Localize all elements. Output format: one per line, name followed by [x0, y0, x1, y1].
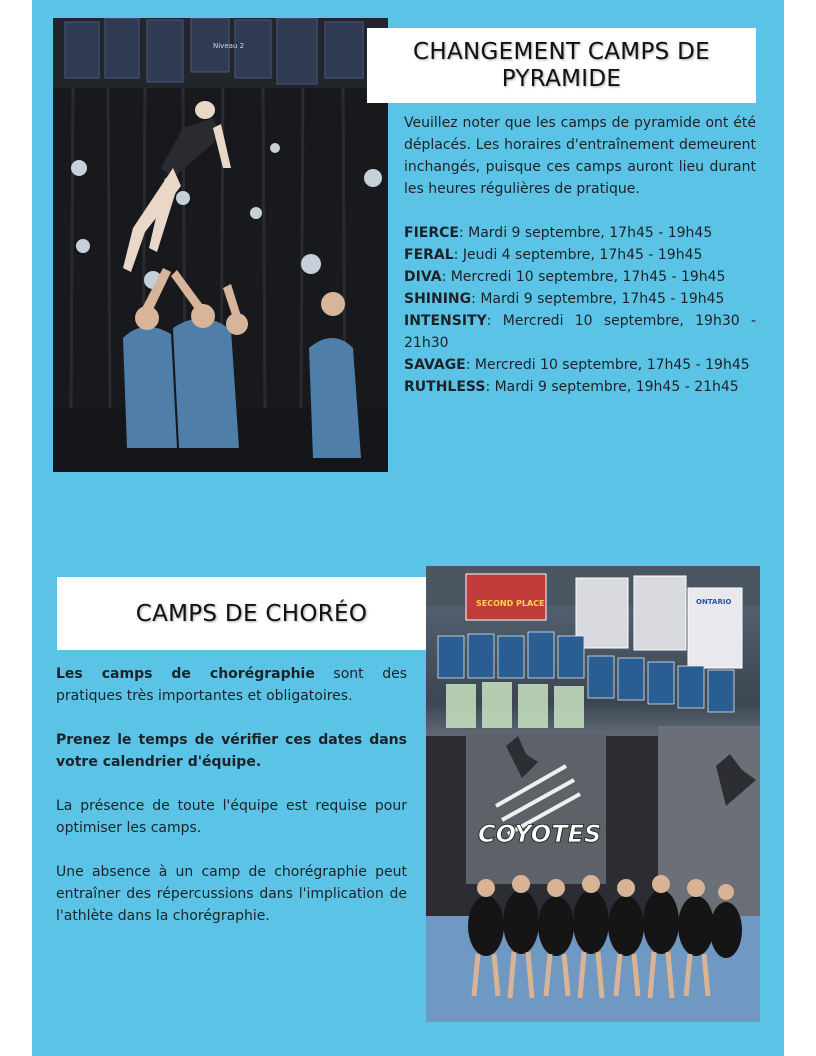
camp-team: RUTHLESS — [404, 379, 486, 395]
camp-team: SAVAGE — [404, 357, 466, 373]
section1-title-box — [367, 28, 756, 103]
banner-second-place: SECOND PLACE — [476, 599, 545, 608]
team-huddle-photo — [426, 566, 760, 1022]
camp-team: INTENSITY — [404, 313, 487, 329]
camp-schedule: : Mercredi 10 septembre, 19h30 - 21h30 — [404, 313, 756, 351]
section2-paragraph-3: La présence de toute l'équipe est requise pour optimiser les camps. — [56, 798, 407, 836]
section2-paragraph-1 — [56, 663, 407, 707]
section1-intro: Veuillez noter que les camps de pyramide ont été déplacés. Les horaires d'entraînement demeurent inchangés, puisque ces camps auront lieu durant les heures régulières de pratique. — [404, 115, 756, 197]
camp-schedule: : Mardi 9 septembre, 17h45 - 19h45 — [471, 291, 725, 307]
camp-schedule: : Jeudi 4 septembre, 17h45 - 19h45 — [453, 247, 703, 263]
camp-team: DIVA — [404, 269, 442, 285]
section2-title: CAMPS DE CHORÉO — [135, 600, 368, 627]
camp-line — [404, 244, 756, 266]
section1-body — [404, 112, 756, 398]
camp-team: FIERCE — [404, 225, 459, 241]
camp-schedule: : Mardi 9 septembre, 19h45 - 21h45 — [485, 379, 739, 395]
camp-line — [404, 376, 756, 398]
camp-line — [404, 354, 756, 376]
camp-schedule: : Mercredi 10 septembre, 17h45 - 19h45 — [441, 269, 726, 285]
camp-line — [404, 222, 756, 244]
section2-paragraph-2: Prenez le temps de vérifier ces dates dans votre calendrier d'équipe. — [56, 732, 407, 770]
section2-title-box — [57, 577, 446, 650]
svg-text:Niveau 2: Niveau 2 — [213, 42, 245, 50]
team-huddle-illustration — [426, 566, 760, 1022]
section1-title: CHANGEMENT CAMPS DE PYRAMIDE — [413, 38, 710, 92]
section2-p1-rest: sont des pratiques très importantes et obligatoires. — [56, 666, 408, 704]
camp-line — [404, 288, 756, 310]
coyotes-logo: COYOTES — [478, 820, 602, 848]
section2-p1-bold: Les camps de chorégraphie — [56, 666, 315, 682]
camp-team: FERAL — [404, 247, 454, 263]
section2-body — [56, 663, 407, 927]
stunt-photo — [53, 18, 388, 472]
section2-paragraph-4: Une absence à un camp de chorégraphie peut entraîner des répercussions dans l'implication de l'athlète dans la chorégraphie. — [56, 864, 407, 924]
camp-line — [404, 310, 756, 354]
stunt-photo-illustration — [53, 18, 388, 472]
camp-team: SHINING — [404, 291, 472, 307]
camp-schedule: : Mercredi 10 septembre, 17h45 - 19h45 — [465, 357, 750, 373]
banner-ontario: ONTARIO — [696, 598, 732, 606]
camp-line — [404, 266, 756, 288]
camp-schedule: : Mardi 9 septembre, 17h45 - 19h45 — [458, 225, 713, 241]
